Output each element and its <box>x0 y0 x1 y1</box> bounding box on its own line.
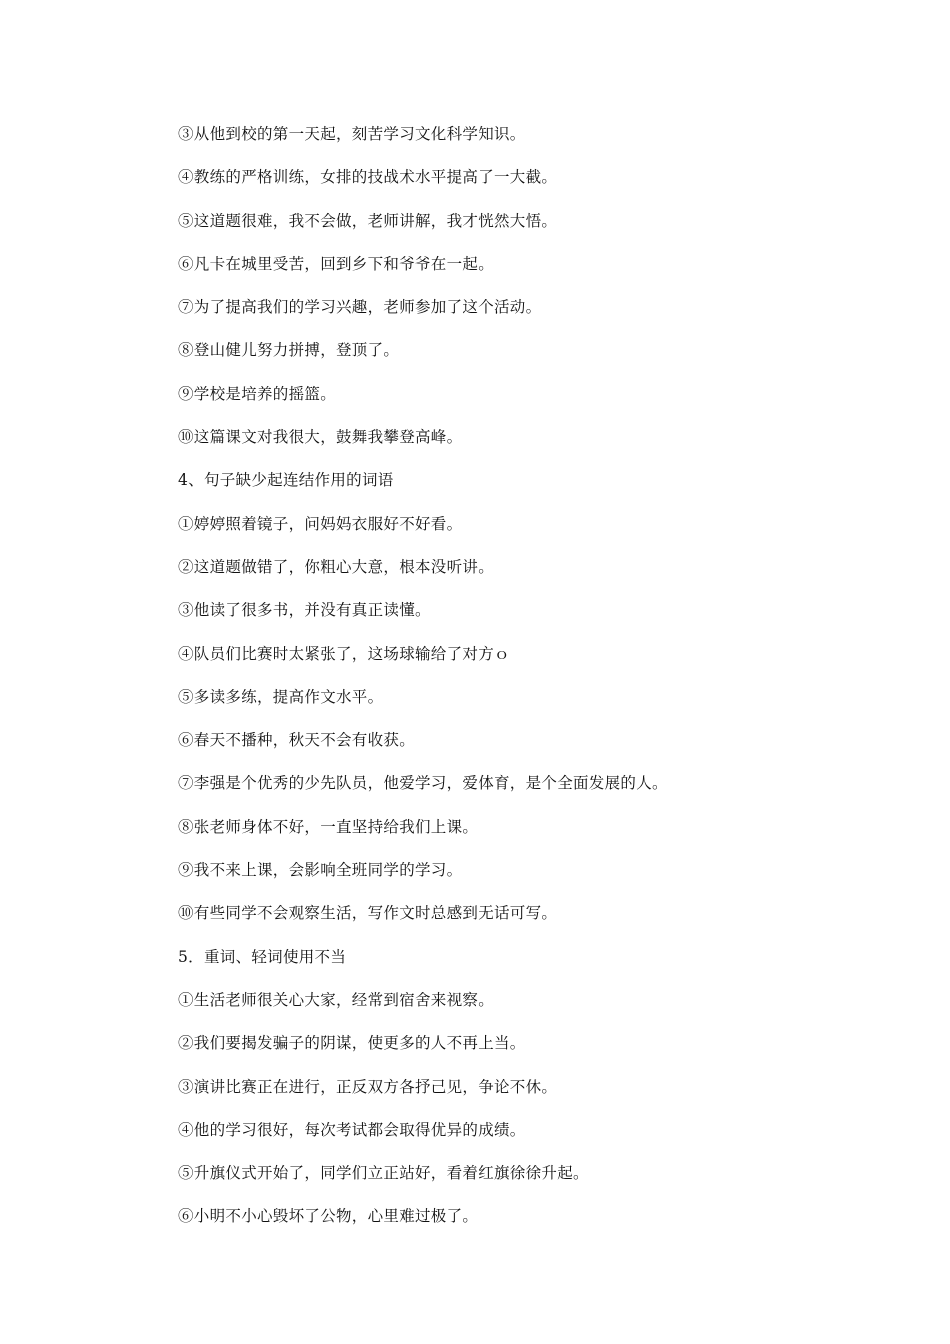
text-line: ⑥凡卡在城里受苦，回到乡下和爷爷在一起。 <box>178 254 495 273</box>
document-body <box>178 120 878 1246</box>
text-line: ⑧张老师身体不好，一直坚持给我们上课。 <box>178 817 479 836</box>
text-line: ④教练的严格训练，女排的技战术水平提高了一大截。 <box>178 168 558 187</box>
text-line: ⑤这道题很难，我不会做，老师讲解，我才恍然大悟。 <box>178 211 558 230</box>
text-line: ②我们要揭发骗子的阴谋，使更多的人不再上当。 <box>178 1034 526 1053</box>
section-heading: 4、句子缺少起连结作用的词语 <box>178 471 394 490</box>
text-line: ④队员们比赛时太紧张了，这场球输给了对方ｏ <box>178 644 510 663</box>
text-line: ⑦为了提高我们的学习兴趣，老师参加了这个活动。 <box>178 298 542 317</box>
text-line: ⑥春天不播种，秋天不会有收获。 <box>178 731 416 750</box>
text-line: ⑥小明不小心毁坏了公物，心里难过极了。 <box>178 1207 479 1226</box>
text-line: ③他读了很多书，并没有真正读懂。 <box>178 601 431 620</box>
text-line: ③演讲比赛正在进行，正反双方各抒己见，争论不休。 <box>178 1077 558 1096</box>
text-line: ⑤多读多练，提高作文水平。 <box>178 687 384 706</box>
text-line: ①生活老师很关心大家，经常到宿舍来视察。 <box>178 990 495 1009</box>
text-line: ⑩有些同学不会观察生活，写作文时总感到无话可写。 <box>178 904 558 923</box>
text-line: ①婷婷照着镜子，问妈妈衣服好不好看。 <box>178 514 463 533</box>
text-line: ⑧登山健儿努力拼搏，登顶了。 <box>178 341 400 360</box>
text-line: ⑨我不来上课，会影响全班同学的学习。 <box>178 861 463 880</box>
text-line: ④他的学习很好，每次考试都会取得优异的成绩。 <box>178 1120 526 1139</box>
section-heading: 5．重词、轻词使用不当 <box>178 947 347 966</box>
text-line: ⑩这篇课文对我很大，鼓舞我攀登高峰。 <box>178 428 463 447</box>
text-line: ⑨学校是培养的摇篮。 <box>178 384 337 403</box>
text-line: ⑤升旗仪式开始了，同学们立正站好，看着红旗徐徐升起。 <box>178 1164 589 1183</box>
text-line: ③从他到校的第一天起，刻苦学习文化科学知识。 <box>178 125 526 143</box>
text-line: ②这道题做错了，你粗心大意，根本没听讲。 <box>178 557 495 576</box>
text-line: ⑦李强是个优秀的少先队员，他爱学习，爱体育，是个全面发展的人。 <box>178 774 668 793</box>
